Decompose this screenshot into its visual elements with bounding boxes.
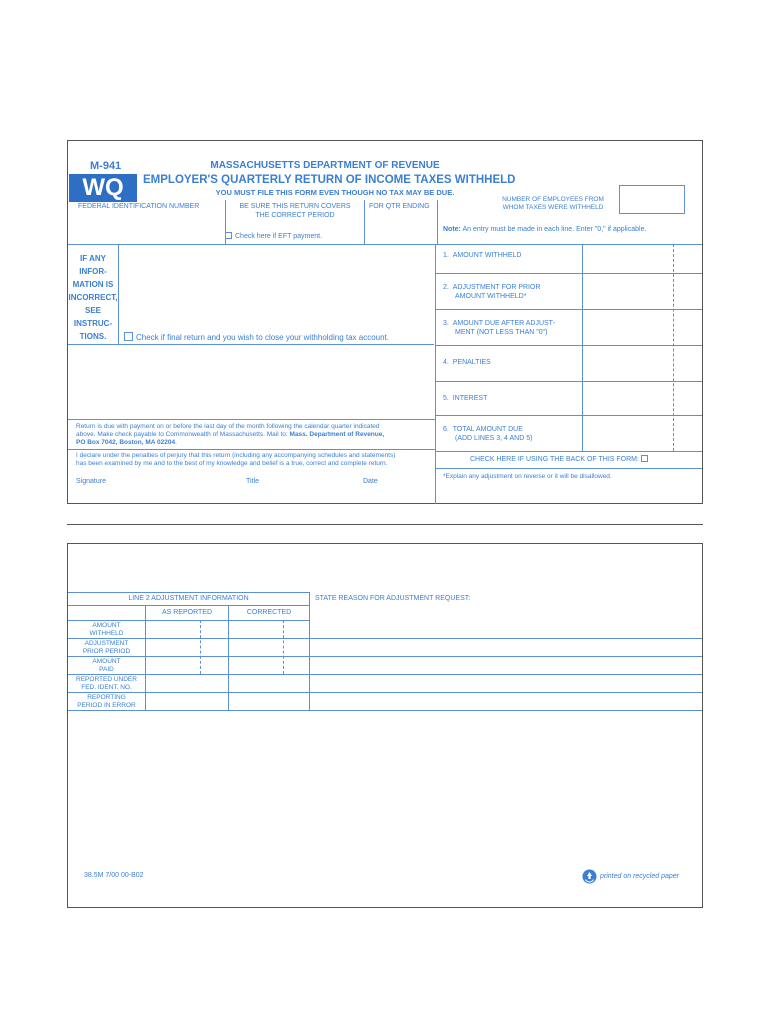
perjury-declaration: I declare under the penalties of perjury that this return (including any accompanying schedules and statements) has been examined by me and to the best of my knowledge and belief is a true, correct and complete return. bbox=[76, 452, 396, 467]
adjustment-reason-input[interactable] bbox=[312, 606, 700, 708]
line-3-amount-input[interactable] bbox=[584, 310, 700, 344]
entry-note: Note: An entry must be made in each line. Enter "0," if applicable. bbox=[443, 226, 647, 233]
col-as-reported: AS REPORTED bbox=[161, 609, 213, 616]
date-label: Date bbox=[363, 478, 378, 485]
form-title: EMPLOYER'S QUARTERLY RETURN OF INCOME TAXES WITHHELD bbox=[143, 174, 516, 186]
line-4-penalties: 4. PENALTIES bbox=[443, 359, 491, 366]
row-period-in-error: REPORTING PERIOD IN ERROR bbox=[77, 694, 136, 709]
employees-input[interactable] bbox=[619, 185, 685, 214]
adjustment-explain-note: *Explain any adjustment on reverse or it will be disallowed. bbox=[443, 473, 612, 480]
form-subtitle: YOU MUST FILE THIS FORM EVEN THOUGH NO TAX MAY BE DUE. bbox=[215, 188, 455, 197]
agency-name: MASSACHUSETTS DEPARTMENT OF REVENUE bbox=[210, 160, 440, 171]
form-print-code: 38.5M 7/00 00-B02 bbox=[84, 872, 144, 879]
recycled-paper-note: printed on recycled paper bbox=[600, 873, 679, 880]
form-number: M-941 bbox=[90, 160, 122, 172]
final-return-checkbox-row[interactable]: Check if final return and you wish to close your withholding tax account. bbox=[124, 332, 389, 343]
recycle-icon bbox=[582, 869, 597, 884]
adjustment-reason-label: STATE REASON FOR ADJUSTMENT REQUEST: bbox=[315, 595, 471, 602]
row-amount-paid: AMOUNT PAID bbox=[92, 658, 121, 673]
line-1-amount-input[interactable] bbox=[584, 245, 700, 272]
signature-label: Signature bbox=[76, 478, 106, 485]
back-of-form-checkbox-row[interactable]: CHECK HERE IF USING THE BACK OF THIS FORM: bbox=[470, 455, 651, 465]
fid-label: FEDERAL IDENTIFICATION NUMBER bbox=[78, 203, 200, 210]
signature-field[interactable] bbox=[70, 470, 432, 488]
separator-line bbox=[67, 524, 703, 525]
row-reported-under-fid: REPORTED UNDER FED. IDENT. NO. bbox=[76, 676, 137, 691]
final-return-checkbox[interactable] bbox=[124, 332, 133, 341]
line-1-amount-withheld: 1. AMOUNT WITHHELD bbox=[443, 252, 522, 259]
col-corrected: CORRECTED bbox=[246, 609, 292, 616]
covers-label: BE SURE THIS RETURN COVERS THE CORRECT PERIOD bbox=[239, 203, 351, 219]
line-2-amount-input[interactable] bbox=[584, 274, 700, 308]
qtr-ending-label: FOR QTR ENDING bbox=[369, 203, 430, 210]
title-label: Title bbox=[246, 478, 259, 485]
line-2-adjustment: 2. ADJUSTMENT FOR PRIOR AMOUNT WITHHELD* bbox=[443, 284, 541, 300]
line-4-amount-input[interactable] bbox=[584, 346, 700, 380]
line-5-interest: 5. INTEREST bbox=[443, 395, 488, 402]
employees-label: NUMBER OF EMPLOYEES FROM WHOM TAXES WERE WITHHELD bbox=[502, 196, 604, 211]
adjustment-heading: LINE 2 ADJUSTMENT INFORMATION bbox=[128, 595, 249, 602]
line-3-amount-due: 3. AMOUNT DUE AFTER ADJUST- MENT (NOT LESS THAN "0") bbox=[443, 320, 555, 336]
row-adjustment-prior: ADJUSTMENT PRIOR PERIOD bbox=[82, 640, 131, 655]
eft-checkbox[interactable] bbox=[225, 232, 232, 239]
form-code-badge: WQ bbox=[69, 174, 137, 202]
due-instructions: Return is due with payment on or before the last day of the month following the calendar quarter indicated above. Make check payable to Commonwealth of Massachusetts. Mail to: Mass. Department of Revenue, PO Box 7042, Boston, MA 02204. bbox=[76, 423, 385, 446]
row-amount-withheld: AMOUNT WITHHELD bbox=[89, 622, 124, 637]
back-of-form-checkbox[interactable] bbox=[641, 455, 648, 462]
line-6-amount-input[interactable] bbox=[584, 416, 700, 450]
eft-checkbox-row[interactable]: Check here if EFT payment. bbox=[225, 232, 322, 242]
line-5-amount-input[interactable] bbox=[584, 382, 700, 414]
line-6-total-due: 6. TOTAL AMOUNT DUE (ADD LINES 3, 4 AND 5) bbox=[443, 426, 533, 442]
incorrect-info-notice: IF ANY INFOR- MATION IS INCORRECT, SEE INSTRUC- TIONS. bbox=[68, 254, 118, 341]
